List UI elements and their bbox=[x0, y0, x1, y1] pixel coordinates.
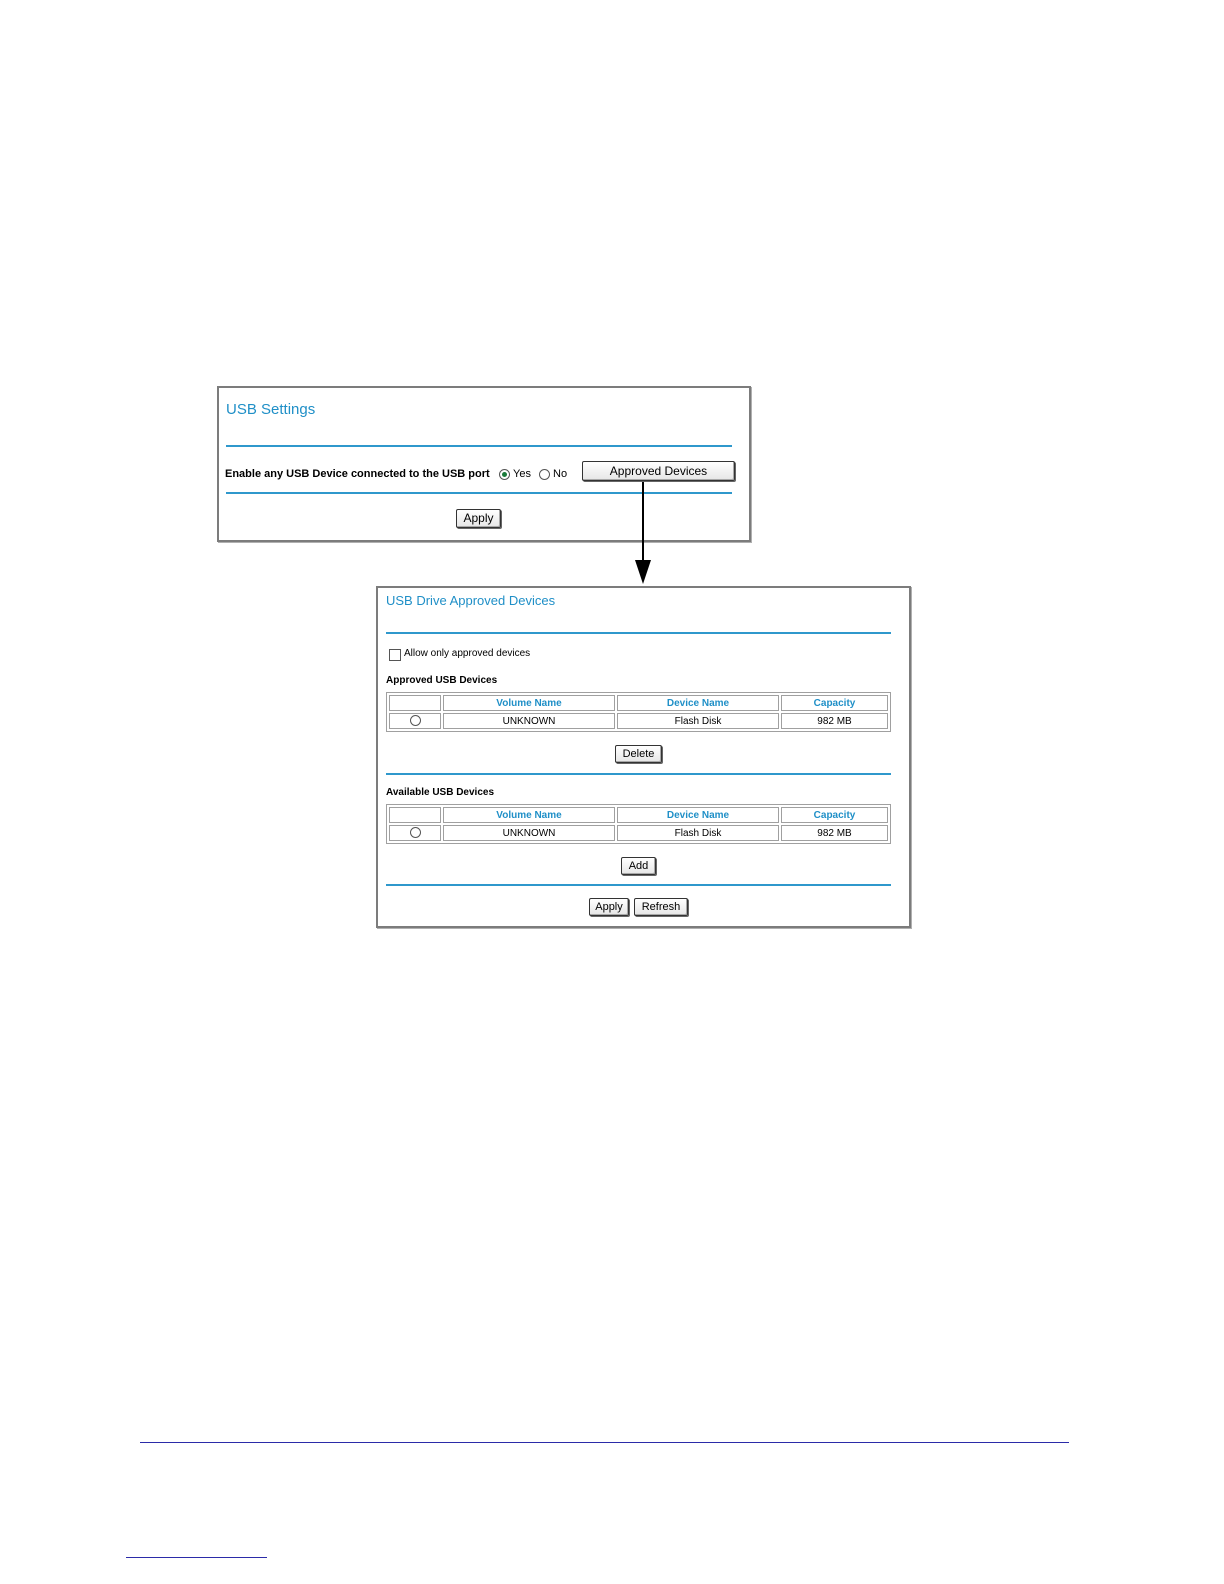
table-header-row bbox=[389, 807, 888, 823]
available-section-divider bbox=[386, 884, 891, 886]
enable-yes-radio[interactable] bbox=[499, 469, 510, 480]
footer-link-underline bbox=[126, 1557, 267, 1558]
available-usb-heading: Available USB Devices bbox=[386, 787, 495, 798]
approved-title-divider bbox=[386, 632, 891, 634]
select-column-header bbox=[389, 807, 441, 823]
allow-only-checkbox[interactable] bbox=[389, 649, 401, 661]
approved-devices-table bbox=[386, 692, 891, 732]
add-button[interactable]: Add bbox=[621, 857, 656, 875]
capacity-cell: 982 MB bbox=[781, 713, 888, 729]
available-devices-table bbox=[386, 804, 891, 844]
enable-no-label: No bbox=[553, 468, 568, 480]
device-name-cell: Flash Disk bbox=[617, 713, 779, 729]
enable-yes-label: Yes bbox=[513, 468, 531, 480]
settings-divider bbox=[226, 492, 732, 494]
usb-settings-title: USB Settings bbox=[226, 401, 316, 418]
approved-devices-title: USB Drive Approved Devices bbox=[386, 593, 556, 608]
capacity-header: Capacity bbox=[781, 695, 888, 711]
table-header-row bbox=[389, 695, 888, 711]
approved-devices-panel bbox=[376, 586, 911, 928]
enable-usb-label: Enable any USB Device connected to the USB port bbox=[225, 468, 490, 480]
flow-arrow-line bbox=[642, 482, 644, 560]
table-row bbox=[389, 825, 888, 841]
enable-no-radio[interactable] bbox=[539, 469, 550, 480]
approved-usb-heading: Approved USB Devices bbox=[386, 675, 498, 686]
allow-only-label: Allow only approved devices bbox=[404, 648, 531, 659]
flow-arrow-head bbox=[635, 560, 651, 584]
volume-name-cell: UNKNOWN bbox=[443, 713, 615, 729]
approved-row-radio[interactable] bbox=[410, 715, 421, 726]
approved-section-divider bbox=[386, 773, 891, 775]
volume-name-header: Volume Name bbox=[443, 695, 615, 711]
device-name-header: Device Name bbox=[617, 695, 779, 711]
usb-settings-panel bbox=[217, 386, 751, 542]
volume-name-cell: UNKNOWN bbox=[443, 825, 615, 841]
title-divider bbox=[226, 445, 732, 447]
select-column-header bbox=[389, 695, 441, 711]
capacity-cell: 982 MB bbox=[781, 825, 888, 841]
delete-button[interactable]: Delete bbox=[615, 745, 662, 763]
device-name-header: Device Name bbox=[617, 807, 779, 823]
row-select-cell bbox=[389, 825, 441, 841]
device-name-cell: Flash Disk bbox=[617, 825, 779, 841]
footer-divider bbox=[140, 1442, 1069, 1443]
table-row bbox=[389, 713, 888, 729]
settings-apply-button[interactable]: Apply bbox=[456, 509, 501, 528]
available-row-radio[interactable] bbox=[410, 827, 421, 838]
approved-devices-button[interactable]: Approved Devices bbox=[582, 461, 735, 481]
refresh-button[interactable]: Refresh bbox=[634, 898, 688, 916]
volume-name-header: Volume Name bbox=[443, 807, 615, 823]
capacity-header: Capacity bbox=[781, 807, 888, 823]
apply-button[interactable]: Apply bbox=[589, 898, 629, 916]
row-select-cell bbox=[389, 713, 441, 729]
